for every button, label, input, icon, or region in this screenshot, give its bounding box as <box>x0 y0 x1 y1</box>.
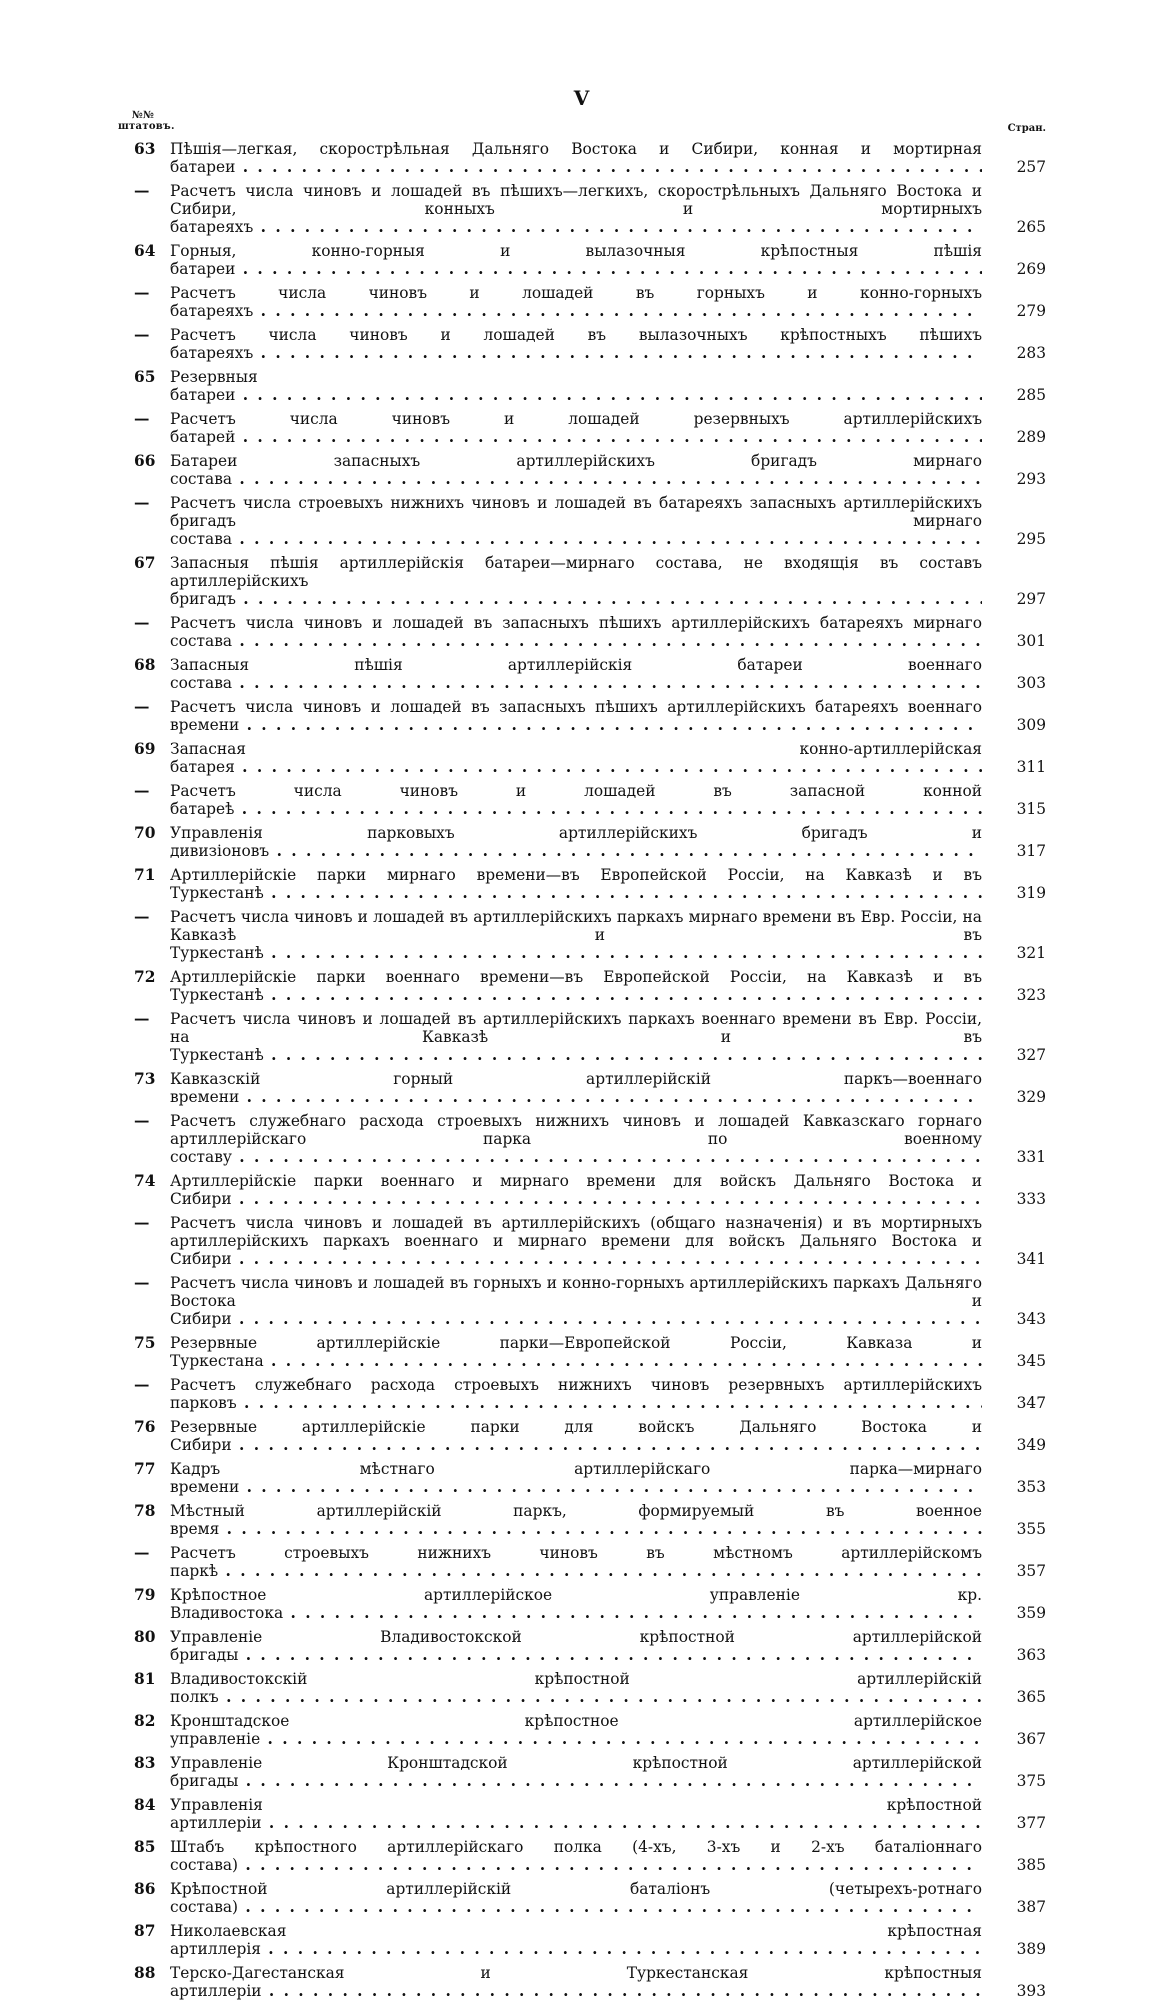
entry-page: 389 <box>982 1940 1046 1958</box>
toc-entry <box>130 554 1046 608</box>
entry-number: — <box>134 182 150 200</box>
entry-page: 343 <box>982 1310 1046 1328</box>
entry-title: Кронштадское крѣпостное артиллерійское управленіе . . . <box>170 1712 982 1748</box>
entry-title: Пѣшія—легкая, скорострѣльная Дальняго Востока и Сибири, конная и мортирная батареи . . . <box>170 140 982 176</box>
entry-page: 345 <box>982 1352 1046 1370</box>
entry-number: 70 <box>134 824 156 842</box>
entry-title: Владивостокскій крѣпостной артиллерійскій полкъ . . . <box>170 1670 982 1706</box>
entry-title-wrap <box>170 326 982 362</box>
entry-page: 387 <box>982 1898 1046 1916</box>
entry-page: 293 <box>982 470 1046 488</box>
entry-page: 355 <box>982 1520 1046 1538</box>
toc-entry <box>130 1214 1046 1268</box>
entry-number: 69 <box>134 740 156 758</box>
entry-title: Резервные артиллерійскіе парки для войскъ Дальняго Востока и Сибири . . . <box>170 1418 982 1454</box>
entry-number: 72 <box>134 968 156 986</box>
entry-page: 265 <box>982 218 1046 236</box>
entry-title: Расчетъ числа чиновъ и лошадей въ артиллерійскихъ (общаго назначенія) и въ мортирныхъ артиллерійскихъ паркахъ военнаго и мирнаго времени для войскъ Дальняго Востока и Сибири . . . <box>170 1214 982 1268</box>
entry-title: Батареи запасныхъ артиллерійскихъ бригадъ мирнаго состава . . . <box>170 452 982 488</box>
entry-title-wrap <box>170 614 982 650</box>
entry-number: — <box>134 494 150 512</box>
entry-page: 257 <box>982 158 1046 176</box>
entry-title-wrap <box>170 1214 982 1268</box>
entry-title-wrap <box>170 452 982 488</box>
entry-number: — <box>134 698 150 716</box>
entry-page: 349 <box>982 1436 1046 1454</box>
entry-title: Крѣпостной артиллерійскій баталіонъ (четырехъ-ротнаго состава) . . . <box>170 1880 982 1916</box>
entry-title-wrap <box>170 1922 982 1958</box>
toc-entry <box>130 1070 1046 1106</box>
entry-title-wrap <box>170 866 982 902</box>
entry-number: 83 <box>134 1754 156 1772</box>
entry-title: Управленія парковыхъ артиллерійскихъ бригадъ и дивизіоновъ . . . <box>170 824 982 860</box>
entry-number: 76 <box>134 1418 156 1436</box>
entry-number: — <box>134 782 150 800</box>
toc-entry <box>130 1418 1046 1454</box>
entry-number: 81 <box>134 1670 156 1688</box>
entry-title-wrap <box>170 1964 982 2000</box>
toc-entry <box>130 1712 1046 1748</box>
toc-entry <box>130 1754 1046 1790</box>
entry-page: 315 <box>982 800 1046 818</box>
entry-title-wrap <box>170 1754 982 1790</box>
entry-page: 303 <box>982 674 1046 692</box>
entry-page: 347 <box>982 1394 1046 1412</box>
entry-number: — <box>134 1376 150 1394</box>
entry-page: 333 <box>982 1190 1046 1208</box>
entry-title: Расчетъ числа чиновъ и лошадей въ пѣшихъ—легкихъ, скорострѣльныхъ Дальняго Востока и Сибири, конныхъ и мортирныхъ батареяхъ . . . <box>170 182 982 236</box>
toc-entry <box>130 1274 1046 1328</box>
entry-title: Расчетъ числа чиновъ и лошадей въ артиллерійскихъ паркахъ мирнаго времени въ Евр. Россіи, на Кавказѣ и въ Туркестанѣ . . . <box>170 908 982 962</box>
toc-entry <box>130 242 1046 278</box>
toc-entry <box>130 866 1046 902</box>
entry-title-wrap <box>170 1670 982 1706</box>
toc-entry <box>130 410 1046 446</box>
entry-page: 327 <box>982 1046 1046 1064</box>
entry-page: 365 <box>982 1688 1046 1706</box>
toc-entry <box>130 1628 1046 1664</box>
entry-title: Кавказскій горный артиллерійскій паркъ—военнаго времени . . . <box>170 1070 982 1106</box>
toc-entry <box>130 968 1046 1004</box>
entry-page: 297 <box>982 590 1046 608</box>
entry-title: Управленіе Владивостокской крѣпостной артиллерійской бригады . . . <box>170 1628 982 1664</box>
entry-page: 341 <box>982 1250 1046 1268</box>
entry-page: 323 <box>982 986 1046 1004</box>
entry-number: 82 <box>134 1712 156 1730</box>
entry-title: Управленія крѣпостной артиллеріи . . . <box>170 1796 982 1832</box>
toc-entry <box>130 452 1046 488</box>
entry-title: Николаевская крѣпостная артиллерія . . . <box>170 1922 982 1958</box>
entry-page: 357 <box>982 1562 1046 1580</box>
entry-title: Расчетъ числа чиновъ и лошадей въ запасныхъ пѣшихъ артиллерійскихъ батареяхъ военнаго времени . . . <box>170 698 982 734</box>
toc-entry <box>130 614 1046 650</box>
entry-page: 283 <box>982 344 1046 362</box>
entry-page: 321 <box>982 944 1046 962</box>
toc-entry <box>130 368 1046 404</box>
entry-title-wrap <box>170 1838 982 1874</box>
entry-page: 375 <box>982 1772 1046 1790</box>
entry-number: — <box>134 284 150 302</box>
toc-entry <box>130 1964 1046 2000</box>
entry-title-wrap <box>170 1376 982 1412</box>
entry-title-wrap <box>170 242 982 278</box>
entry-title-wrap <box>170 1010 982 1064</box>
entry-number: — <box>134 908 150 926</box>
entry-number: 78 <box>134 1502 156 1520</box>
entry-title: Крѣпостное артиллерійское управленіе кр. Владивостока . . . <box>170 1586 982 1622</box>
entry-page: 353 <box>982 1478 1046 1496</box>
entry-title-wrap <box>170 1796 982 1832</box>
entry-title-wrap <box>170 968 982 1004</box>
entry-title-wrap <box>170 1418 982 1454</box>
entry-title: Артиллерійскіе парки мирнаго времени—въ Европейской Россіи, на Кавказѣ и въ Туркестанѣ . . . <box>170 866 982 902</box>
entry-title: Расчетъ числа чиновъ и лошадей резервныхъ артиллерійскихъ батарей . . . <box>170 410 982 446</box>
entry-title: Терско-Дагестанская и Туркестанская крѣпостныя артиллеріи . . . <box>170 1964 982 2000</box>
entry-title-wrap <box>170 410 982 446</box>
entry-number: 88 <box>134 1964 156 1982</box>
entry-number: 85 <box>134 1838 156 1856</box>
entry-number: — <box>134 1112 150 1130</box>
entry-title-wrap <box>170 782 982 818</box>
toc-entry <box>130 824 1046 860</box>
entry-page: 329 <box>982 1088 1046 1106</box>
toc-entry <box>130 1796 1046 1832</box>
entry-title-wrap <box>170 1586 982 1622</box>
toc-entry <box>130 1502 1046 1538</box>
column-header-page: Стран. <box>1007 123 1046 134</box>
entry-number: — <box>134 614 150 632</box>
entry-title: Резервныя батареи . . . <box>170 368 982 404</box>
entry-title: Артиллерійскіе парки военнаго времени—въ Европейской Россіи, на Кавказѣ и въ Туркестанѣ . . . <box>170 968 982 1004</box>
toc-entry <box>130 284 1046 320</box>
entry-title: Резервные артиллерійскіе парки—Европейской Россіи, Кавказа и Туркестана . . . <box>170 1334 982 1370</box>
entry-title-wrap <box>170 740 982 776</box>
page-number: V <box>573 86 590 110</box>
toc-entry <box>130 1376 1046 1412</box>
entry-number: 68 <box>134 656 156 674</box>
entry-title-wrap <box>170 1274 982 1328</box>
entry-number: — <box>134 1544 150 1562</box>
entry-title: Расчетъ служебнаго расхода строевыхъ нижнихъ чиновъ резервныхъ артиллерійскихъ парковъ . . . <box>170 1376 982 1412</box>
entry-title-wrap <box>170 494 982 548</box>
entry-title-wrap <box>170 1172 982 1208</box>
entry-number: 66 <box>134 452 156 470</box>
toc-entry <box>130 182 1046 236</box>
entry-title-wrap <box>170 824 982 860</box>
entry-number: 75 <box>134 1334 156 1352</box>
entry-page: 311 <box>982 758 1046 776</box>
toc-entry <box>130 1010 1046 1064</box>
toc-entry <box>130 782 1046 818</box>
toc-entry <box>130 326 1046 362</box>
entry-page: 301 <box>982 632 1046 650</box>
entry-page: 285 <box>982 386 1046 404</box>
toc-entry <box>130 1838 1046 1874</box>
toc-entry <box>130 1880 1046 1916</box>
entry-title: Кадръ мѣстнаго артиллерійскаго парка—мирнаго времени . . . <box>170 1460 982 1496</box>
toc-entry <box>130 1670 1046 1706</box>
entry-title-wrap <box>170 284 982 320</box>
entry-page: 363 <box>982 1646 1046 1664</box>
entry-title-wrap <box>170 698 982 734</box>
entry-title: Расчетъ числа чиновъ и лошадей въ горныхъ и конно-горныхъ батареяхъ . . . <box>170 284 982 320</box>
entry-page: 269 <box>982 260 1046 278</box>
entry-number: — <box>134 1274 150 1292</box>
entry-title-wrap <box>170 1628 982 1664</box>
entry-number: — <box>134 410 150 428</box>
toc-entry <box>130 1922 1046 1958</box>
entry-page: 367 <box>982 1730 1046 1748</box>
toc-entry <box>130 1544 1046 1580</box>
entry-title-wrap <box>170 182 982 236</box>
toc-entry <box>130 656 1046 692</box>
entry-number: — <box>134 326 150 344</box>
entry-title: Расчетъ числа строевыхъ нижнихъ чиновъ и лошадей въ батареяхъ запасныхъ артиллерійскихъ бригадъ мирнаго состава . . . <box>170 494 982 548</box>
toc-entry <box>130 1586 1046 1622</box>
entry-title: Расчетъ строевыхъ нижнихъ чиновъ въ мѣстномъ артиллерійскомъ паркѣ . . . <box>170 1544 982 1580</box>
entry-number: 84 <box>134 1796 156 1814</box>
entry-number: 80 <box>134 1628 156 1646</box>
entry-title-wrap <box>170 1502 982 1538</box>
entry-number: 64 <box>134 242 156 260</box>
entry-title-wrap <box>170 368 982 404</box>
toc-entry <box>130 908 1046 962</box>
entry-title-wrap <box>170 908 982 962</box>
entry-page: 295 <box>982 530 1046 548</box>
entry-number: 86 <box>134 1880 156 1898</box>
entry-number: 79 <box>134 1586 156 1604</box>
entry-title: Расчетъ числа чиновъ и лошадей въ запасныхъ пѣшихъ артиллерійскихъ батареяхъ мирнаго состава . . . <box>170 614 982 650</box>
entry-title: Артиллерійскіе парки военнаго и мирнаго времени для войскъ Дальняго Востока и Сибири . . . <box>170 1172 982 1208</box>
entry-title-wrap <box>170 554 982 608</box>
entry-number: 67 <box>134 554 156 572</box>
toc-entry <box>130 140 1046 176</box>
entry-title: Мѣстный артиллерійскій паркъ, формируемый въ военное время . . . <box>170 1502 982 1538</box>
entry-title-wrap <box>170 1460 982 1496</box>
entry-title: Штабъ крѣпостного артиллерійскаго полка (4-хъ, 3-хъ и 2-хъ баталіоннаго состава) . . . <box>170 1838 982 1874</box>
entry-page: 331 <box>982 1148 1046 1166</box>
entry-number: 77 <box>134 1460 156 1478</box>
entry-title: Запасныя пѣшія артиллерійскія батареи—мирнаго состава, не входящія въ составъ артиллерійскихъ бригадъ . . . <box>170 554 982 608</box>
entry-number: 63 <box>134 140 156 158</box>
entry-title: Расчетъ числа чиновъ и лошадей въ горныхъ и конно-горныхъ артиллерійскихъ паркахъ Дальняго Востока и Сибири . . . <box>170 1274 982 1328</box>
entry-title-wrap <box>170 1712 982 1748</box>
entry-title: Запасныя пѣшія артиллерійскія батареи военнаго состава . . . <box>170 656 982 692</box>
entry-page: 359 <box>982 1604 1046 1622</box>
entry-title: Запасная конно-артиллерійская батарея . . . <box>170 740 982 776</box>
entry-title-wrap <box>170 656 982 692</box>
toc-entry <box>130 494 1046 548</box>
entry-number: 65 <box>134 368 156 386</box>
toc-entry <box>130 1172 1046 1208</box>
entry-title-wrap <box>170 140 982 176</box>
entry-title-wrap <box>170 1070 982 1106</box>
entry-number: 74 <box>134 1172 156 1190</box>
entry-number: — <box>134 1010 150 1028</box>
entry-title: Расчетъ числа чиновъ и лошадей въ запасной конной батареѣ . . . <box>170 782 982 818</box>
entry-title-wrap <box>170 1880 982 1916</box>
entry-title-wrap <box>170 1112 982 1166</box>
entry-title-wrap <box>170 1544 982 1580</box>
column-header-number: №№ штатовъ. <box>118 110 175 132</box>
entry-title: Управленіе Кронштадской крѣпостной артиллерійской бригады . . . <box>170 1754 982 1790</box>
toc-entry <box>130 1334 1046 1370</box>
entry-title-wrap <box>170 1334 982 1370</box>
entry-page: 317 <box>982 842 1046 860</box>
entry-page: 377 <box>982 1814 1046 1832</box>
entry-page: 309 <box>982 716 1046 734</box>
toc-entry <box>130 740 1046 776</box>
entry-page: 385 <box>982 1856 1046 1874</box>
entry-page: 319 <box>982 884 1046 902</box>
entry-title: Расчетъ служебнаго расхода строевыхъ нижнихъ чиновъ и лошадей Кавказскаго горнаго артиллерійскаго парка по военному составу . . . <box>170 1112 982 1166</box>
entry-page: 393 <box>982 1982 1046 2000</box>
toc-entry <box>130 698 1046 734</box>
entry-page: 289 <box>982 428 1046 446</box>
table-of-contents <box>130 140 1046 2006</box>
entry-number: 73 <box>134 1070 156 1088</box>
entry-title: Горныя, конно-горныя и вылазочныя крѣпостныя пѣшія батареи . . . <box>170 242 982 278</box>
entry-title: Расчетъ числа чиновъ и лошадей въ артиллерійскихъ паркахъ военнаго времени въ Евр. Россіи, на Кавказѣ и въ Туркестанѣ . . . <box>170 1010 982 1064</box>
entry-page: 279 <box>982 302 1046 320</box>
entry-title: Расчетъ числа чиновъ и лошадей въ вылазочныхъ крѣпостныхъ пѣшихъ батареяхъ . . . <box>170 326 982 362</box>
entry-number: 87 <box>134 1922 156 1940</box>
entry-number: 71 <box>134 866 156 884</box>
toc-entry <box>130 1112 1046 1166</box>
entry-number: — <box>134 1214 150 1232</box>
toc-entry <box>130 1460 1046 1496</box>
